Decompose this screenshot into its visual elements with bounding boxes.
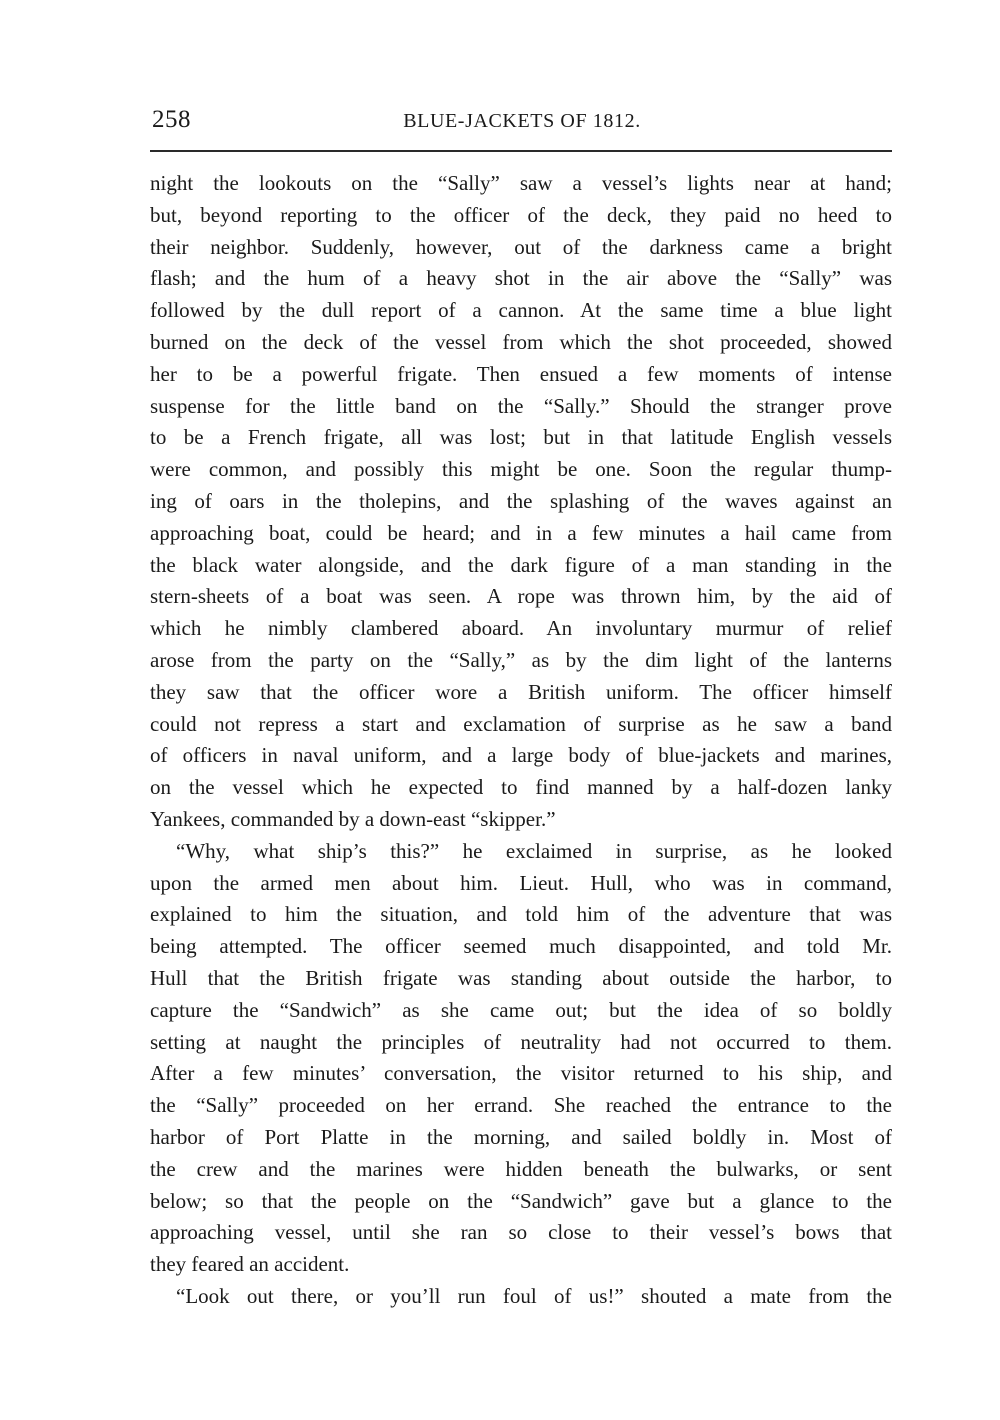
- text-line: flash; and the hum of a heavy shot in the air above the “Sally” was: [150, 266, 892, 291]
- text-line: which he nimbly clambered aboard. An involuntary murmur of relief: [150, 616, 892, 641]
- text-line: Hull that the British frigate was standing about outside the harbor, to: [150, 965, 892, 990]
- text-line: the crew and the marines were hidden beneath the bulwarks, or sent: [150, 1156, 892, 1181]
- text-line: arose from the party on the “Sally,” as by the dim light of the lanterns: [150, 647, 892, 672]
- text-line: were common, and possibly this might be one. Soon the regular thump-: [150, 457, 892, 482]
- text-line: approaching vessel, until she ran so close to their vessel’s bows that: [150, 1220, 892, 1245]
- page-number: 258: [152, 106, 191, 133]
- text-line: they feared an accident.: [150, 1252, 350, 1277]
- text-line: her to be a powerful frigate. Then ensued a few moments of intense: [150, 361, 892, 386]
- text-line: approaching boat, could be heard; and in a few minutes a hail came from: [150, 520, 892, 545]
- text-line: could not repress a start and exclamation of surprise as he saw a band: [150, 711, 892, 736]
- text-line: but, beyond reporting to the officer of the deck, they paid no heed to: [150, 202, 892, 227]
- text-line: to be a French frigate, all was lost; but in that latitude English vessels: [150, 425, 892, 450]
- text-line: harbor of Port Platte in the morning, and sailed boldly in. Most of: [150, 1124, 892, 1149]
- running-title: BLUE-JACKETS OF 1812.: [403, 110, 641, 132]
- text-line: “Look out there, or you’ll run foul of us!” shouted a mate from the: [176, 1283, 892, 1308]
- text-line: they saw that the officer wore a British uniform. The officer himself: [150, 679, 892, 704]
- header-rule: [150, 150, 892, 152]
- text-line: explained to him the situation, and told him of the adventure that was: [150, 902, 892, 927]
- page-header: [152, 106, 892, 136]
- text-line: being attempted. The officer seemed much disappointed, and told Mr.: [150, 934, 892, 959]
- body-text: [150, 168, 892, 1313]
- text-line: capture the “Sandwich” as she came out; but the idea of so boldly: [150, 997, 892, 1022]
- text-line: Yankees, commanded by a down-east “skipper.”: [150, 806, 556, 831]
- text-line: below; so that the people on the “Sandwich” gave but a glance to the: [150, 1188, 892, 1213]
- text-line: stern-sheets of a boat was seen. A rope was thrown him, by the aid of: [150, 584, 892, 609]
- text-line: upon the armed men about him. Lieut. Hull, who was in command,: [150, 870, 892, 895]
- text-line: followed by the dull report of a cannon. At the same time a blue light: [150, 298, 892, 323]
- text-line: of officers in naval uniform, and a large body of blue-jackets and marines,: [150, 743, 892, 768]
- text-line: burned on the deck of the vessel from which the shot proceeded, showed: [150, 329, 892, 354]
- text-line: suspense for the little band on the “Sally.” Should the stranger prove: [150, 393, 892, 418]
- text-line: “Why, what ship’s this?” he exclaimed in surprise, as he looked: [176, 838, 892, 863]
- text-line: the “Sally” proceeded on her errand. She reached the entrance to the: [150, 1093, 892, 1118]
- text-line: night the lookouts on the “Sally” saw a vessel’s lights near at hand;: [150, 171, 892, 195]
- text-line: on the vessel which he expected to find manned by a half-dozen lanky: [150, 775, 892, 800]
- text-line: setting at naught the principles of neutrality had not occurred to them.: [150, 1029, 892, 1054]
- text-line: the black water alongside, and the dark figure of a man standing in the: [150, 552, 892, 577]
- text-line: ing of oars in the tholepins, and the splashing of the waves against an: [150, 488, 892, 513]
- text-line: their neighbor. Suddenly, however, out of the darkness came a bright: [150, 234, 892, 259]
- text-line: After a few minutes’ conversation, the visitor returned to his ship, and: [150, 1061, 892, 1086]
